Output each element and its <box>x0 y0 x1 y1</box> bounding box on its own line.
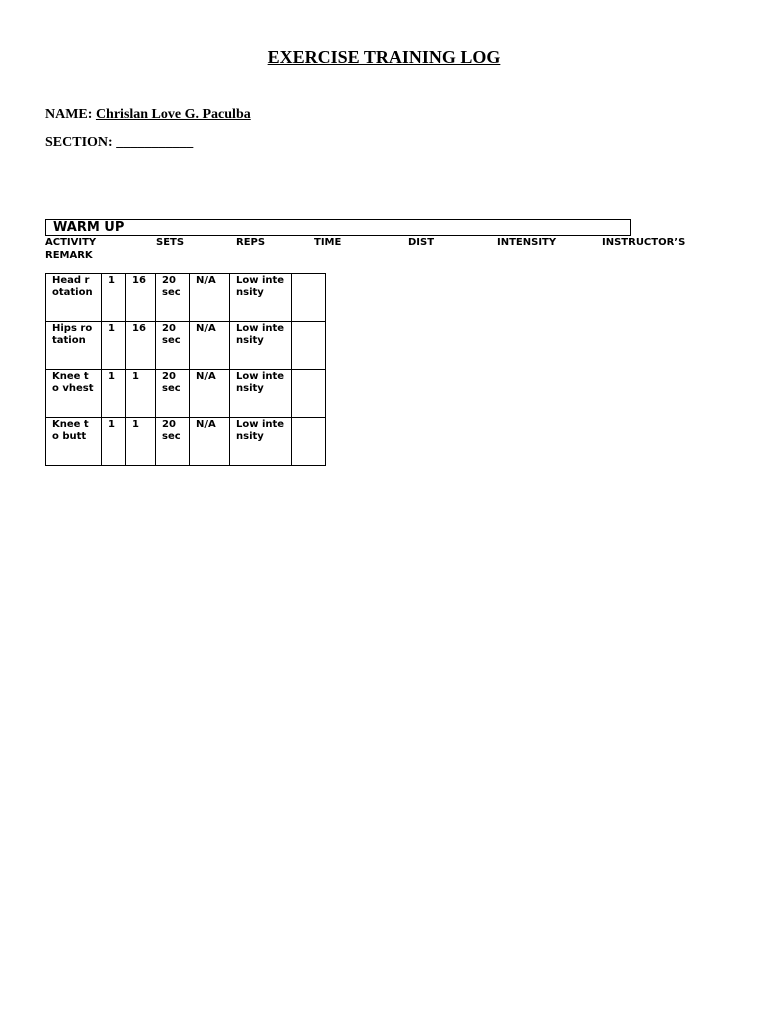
header-reps: REPS <box>236 237 266 248</box>
cell-sets: 1 <box>102 418 126 466</box>
column-headers <box>0 237 768 267</box>
cell-dist: N/A <box>190 418 230 466</box>
cell-sets: 1 <box>102 274 126 322</box>
cell-remark <box>292 322 326 370</box>
cell-reps: 16 <box>126 322 156 370</box>
header-time: TIME <box>314 237 342 248</box>
header-remark-line1: INSTRUCTOR’S <box>602 237 686 248</box>
cell-activity: Knee to butt <box>46 418 102 466</box>
section-line <box>45 135 193 151</box>
header-intensity: INTENSITY <box>497 237 557 248</box>
table-row <box>46 418 326 466</box>
table-row <box>46 322 326 370</box>
cell-sets: 1 <box>102 322 126 370</box>
cell-dist: N/A <box>190 370 230 418</box>
cell-activity: Knee to vhest <box>46 370 102 418</box>
cell-intensity: Low intensity <box>230 322 292 370</box>
cell-time: 20 sec <box>156 322 190 370</box>
name-label: NAME: <box>45 107 93 122</box>
cell-intensity: Low intensity <box>230 418 292 466</box>
name-line <box>45 107 251 123</box>
document-title-text: EXERCISE TRAINING LOG <box>267 47 501 67</box>
cell-intensity: Low intensity <box>230 370 292 418</box>
cell-reps: 1 <box>126 370 156 418</box>
document-title <box>0 47 768 68</box>
cell-intensity: Low intensity <box>230 274 292 322</box>
cell-sets: 1 <box>102 370 126 418</box>
warm-up-table <box>45 273 326 466</box>
cell-remark <box>292 370 326 418</box>
cell-time: 20 sec <box>156 370 190 418</box>
cell-remark <box>292 418 326 466</box>
cell-dist: N/A <box>190 274 230 322</box>
cell-reps: 16 <box>126 274 156 322</box>
cell-activity: Hips rotation <box>46 322 102 370</box>
cell-reps: 1 <box>126 418 156 466</box>
section-label: SECTION: <box>45 135 113 150</box>
cell-time: 20 sec <box>156 418 190 466</box>
name-value: Chrislan Love G. Paculba <box>95 107 251 122</box>
warm-up-heading: WARM UP <box>45 219 631 236</box>
header-activity: ACTIVITY <box>45 237 97 248</box>
cell-remark <box>292 274 326 322</box>
cell-time: 20 sec <box>156 274 190 322</box>
table-row <box>46 370 326 418</box>
table-row <box>46 274 326 322</box>
cell-dist: N/A <box>190 322 230 370</box>
header-remark-line2: REMARK <box>45 250 93 261</box>
header-dist: DIST <box>408 237 435 248</box>
header-sets: SETS <box>156 237 185 248</box>
section-value: ___________ <box>116 135 194 150</box>
cell-activity: Head rotation <box>46 274 102 322</box>
